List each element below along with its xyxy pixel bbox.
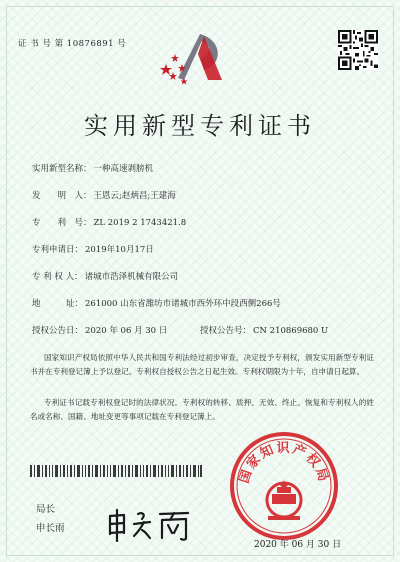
certificate-number: 证 书 号 第 10876891 号 (18, 39, 127, 49)
director-signature (104, 508, 194, 542)
field-value: 261000 山东省潍坊市诸城市西外环中段西侧266号 (85, 299, 281, 309)
field-announcement-number (200, 324, 328, 336)
official-seal (228, 430, 340, 542)
director-title: 局长 (36, 504, 56, 515)
field-inventors (32, 189, 176, 201)
certificate-title: 实用新型专利证书 (84, 112, 316, 140)
field-label: 实用新型名称： (32, 164, 92, 174)
field-application-date (32, 243, 154, 255)
grant-statement-paragraph: 国家知识产权局依照中华人民共和国专利法经过初步审查，决定授予专利权，颁发实用新型专利证书并在专利登记簿上予以登记。专利权自授权公告之日起生效。专利权期限为十年，自申请日起算。 (30, 353, 374, 376)
field-patent-number (32, 216, 186, 228)
seal-date: 2020 年 06 月 30 日 (254, 540, 342, 550)
field-value: CN 210869680 U (253, 326, 329, 336)
field-value: 诸城市浩泽机械有限公司 (84, 272, 179, 282)
field-announcement-date (32, 324, 167, 336)
field-label: 地 址： (32, 299, 84, 309)
field-label: 专 利 权 人： (32, 272, 83, 282)
field-value: 王恩云;赵炳昌;王建海 (93, 191, 176, 201)
field-label: 专利申请日： (32, 245, 84, 255)
field-utility-model-name (32, 162, 153, 174)
barcode-strip (30, 465, 202, 477)
field-value: 2019年10月17日 (85, 245, 154, 255)
field-value: 一种高速剥膀机 (93, 164, 154, 174)
field-value: 2020 年 06 月 30 日 (85, 326, 168, 336)
field-label: 专 利 号： (32, 218, 92, 228)
field-label: 授权公告日： (32, 326, 84, 336)
field-label: 授权公告号： (200, 326, 252, 336)
qr-code-icon (338, 30, 378, 70)
seal-text: 国家知识产权局 (236, 441, 332, 486)
patent-office-emblem-icon (160, 28, 228, 90)
field-patentee (32, 270, 178, 282)
field-label: 发 明 人： (32, 191, 92, 201)
director-name: 申长雨 (36, 523, 65, 534)
field-value: ZL 2019 2 1743421.8 (93, 218, 187, 228)
field-address (32, 297, 281, 309)
legal-status-paragraph: 专利证书记载专利权登记时的法律状况。专利权的转移、质押、无效、终止、恢复和专利权人的姓名或名称、国籍、地址变更等事项记载在专利登记簿上。 (30, 398, 374, 421)
